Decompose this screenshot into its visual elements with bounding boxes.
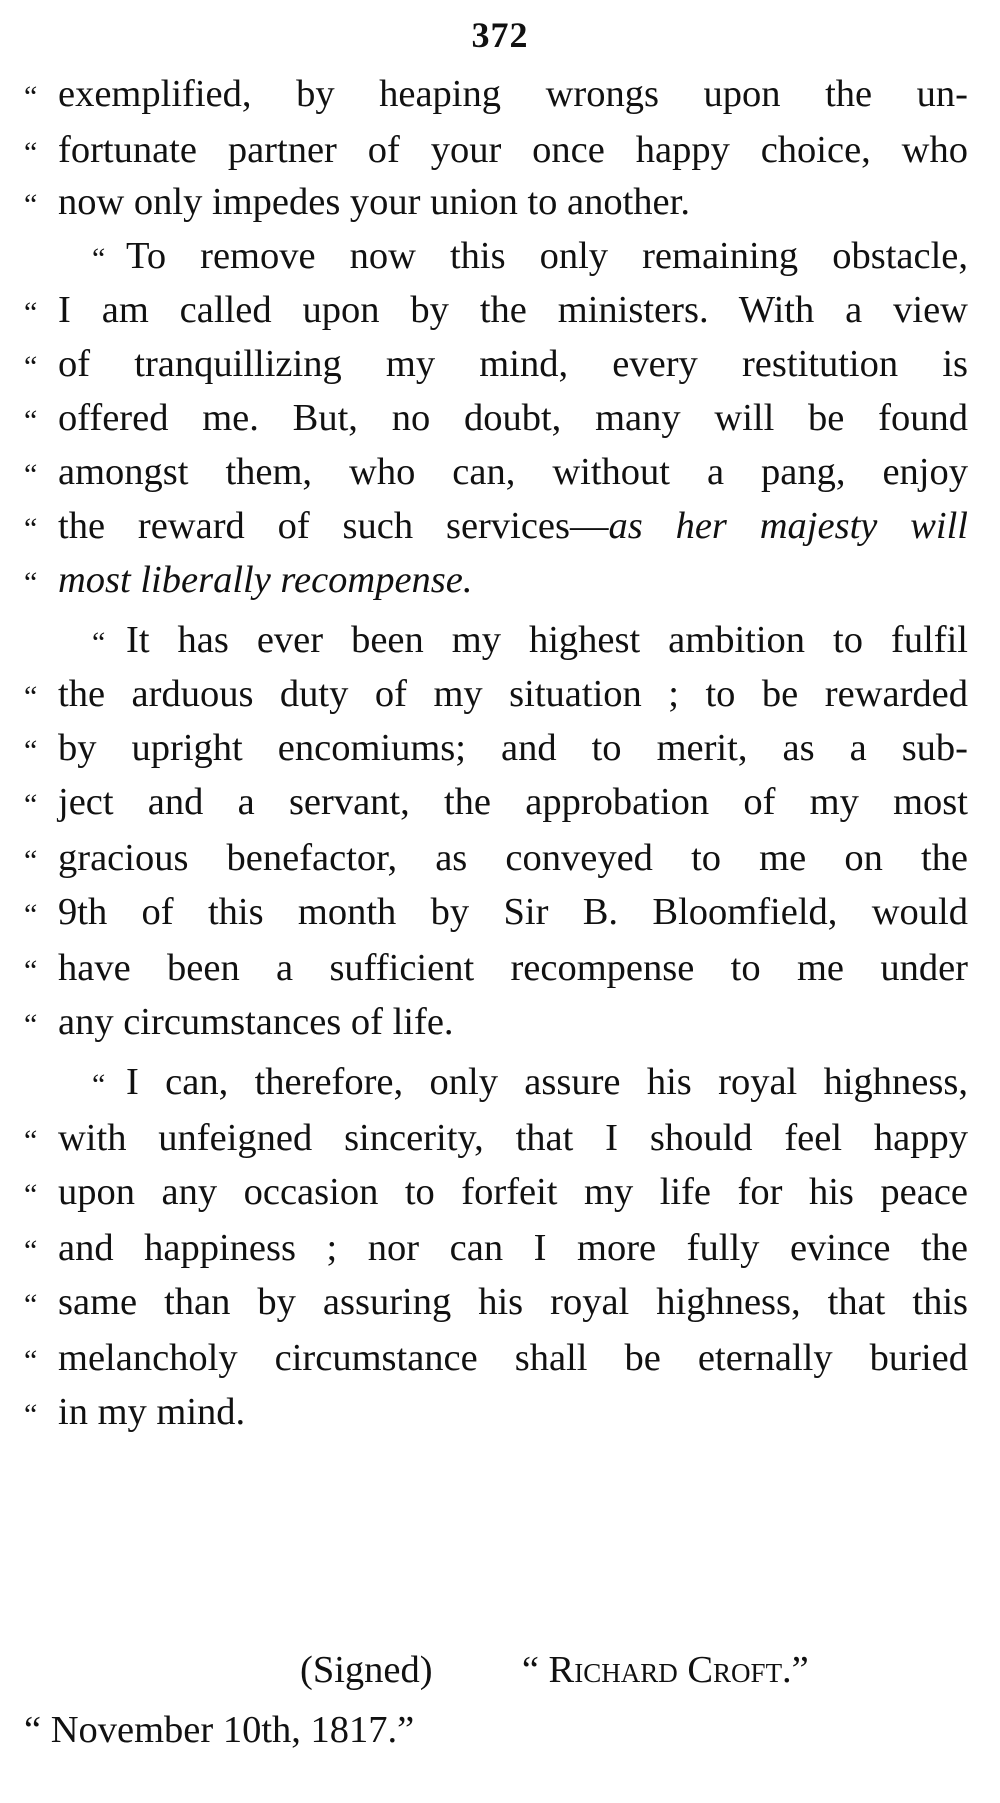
line-text: now only impedes your union to another. — [58, 181, 690, 223]
signature-line — [300, 1646, 950, 1694]
quotation-mark: “ — [24, 1008, 38, 1041]
line-text: same than by assuring his royal highness, that this — [58, 1281, 968, 1323]
quotation-mark: “ — [24, 566, 38, 599]
line-text: the reward of such services— — [58, 505, 609, 547]
line-text: amongst them, who can, without a pang, enjoy — [58, 451, 968, 493]
quotation-mark: “ — [24, 80, 38, 113]
quotation-mark: “ — [24, 680, 38, 713]
italic-text: most liberally recompense. — [58, 559, 473, 601]
text-line — [24, 1114, 968, 1165]
line-text: I can, therefore, only assure his royal highness, — [126, 1061, 968, 1103]
quotation-mark: “ — [24, 404, 38, 437]
line-text: 9th of this month by Sir B. Bloomfield, would — [58, 891, 968, 933]
letter-date: “ November 10th, 1817.” — [24, 1709, 415, 1751]
text-line — [24, 670, 968, 721]
quotation-mark: “ — [24, 188, 38, 221]
line-text: have been a sufficient recompense to me under — [58, 947, 968, 989]
line-text: by upright encomiums; and to merit, as a sub- — [58, 727, 968, 769]
quotation-mark: “ — [92, 1068, 106, 1101]
text-line — [24, 286, 968, 337]
line-text: and happiness ; nor can I more fully evince the — [58, 1227, 968, 1269]
line-text: To remove now this only remaining obstacle, — [126, 235, 968, 277]
quotation-mark: “ — [24, 954, 38, 987]
text-line — [24, 502, 968, 553]
quotation-mark: “ — [24, 136, 38, 169]
line-text: gracious benefactor, as conveyed to me on the — [58, 837, 968, 879]
quotation-mark: “ — [24, 1344, 38, 1377]
line-text: offered me. But, no doubt, many will be found — [58, 397, 968, 439]
line-text: I am called upon by the ministers. With a view — [58, 289, 968, 331]
text-line — [24, 944, 968, 995]
text-line — [24, 232, 968, 283]
line-text: fortunate partner of your once happy choice, who — [58, 129, 968, 171]
line-text: with unfeigned sincerity, that I should feel happy — [58, 1117, 968, 1159]
quotation-mark: “ — [24, 512, 38, 545]
page-number: 372 — [471, 15, 529, 55]
signed-label: (Signed) — [300, 1649, 433, 1691]
text-line — [24, 178, 968, 229]
quotation-mark: “ — [24, 898, 38, 931]
text-line — [24, 394, 968, 445]
quotation-mark: “ — [92, 626, 106, 659]
signatory-name: “ Richard Croft.” — [521, 1649, 809, 1691]
text-line — [24, 70, 968, 121]
text-line — [24, 448, 968, 499]
line-text: It has ever been my highest ambition to fulfil — [126, 619, 968, 661]
quotation-mark: “ — [24, 296, 38, 329]
quotation-mark: “ — [24, 458, 38, 491]
text-line — [24, 1168, 968, 1219]
text-line — [24, 778, 968, 829]
quotation-mark: “ — [24, 1124, 38, 1157]
line-text: of tranquillizing my mind, every restitution is — [58, 343, 968, 385]
line-text: upon any occasion to forfeit my life for his peace — [58, 1171, 968, 1213]
italic-text: as her majesty will — [608, 505, 968, 547]
quotation-mark: “ — [24, 844, 38, 877]
text-line — [24, 1388, 968, 1439]
text-line — [24, 888, 968, 939]
text-line — [24, 1224, 968, 1275]
line-text: exemplified, by heaping wrongs upon the un- — [58, 73, 968, 115]
text-line — [24, 340, 968, 391]
quotation-mark: “ — [24, 350, 38, 383]
text-line — [24, 1334, 968, 1385]
text-line — [24, 556, 968, 607]
text-line — [24, 998, 968, 1049]
quotation-mark: “ — [92, 242, 106, 275]
line-text: any circumstances of life. — [58, 1001, 454, 1043]
quotation-mark: “ — [24, 788, 38, 821]
text-line — [24, 834, 968, 885]
text-line — [24, 724, 968, 775]
line-text: the arduous duty of my situation ; to be rewarded — [58, 673, 968, 715]
text-line — [24, 126, 968, 177]
text-line — [24, 1278, 968, 1329]
quotation-mark: “ — [24, 1234, 38, 1267]
text-line — [24, 616, 968, 667]
quotation-mark: “ — [24, 1288, 38, 1321]
line-text: ject and a servant, the approbation of my most — [58, 781, 968, 823]
quotation-mark: “ — [24, 1398, 38, 1431]
line-text: in my mind. — [58, 1391, 246, 1433]
text-line — [24, 1058, 968, 1109]
quotation-mark: “ — [24, 1178, 38, 1211]
quotation-mark: “ — [24, 734, 38, 767]
line-text: melancholy circumstance shall be eternally buried — [58, 1337, 968, 1379]
